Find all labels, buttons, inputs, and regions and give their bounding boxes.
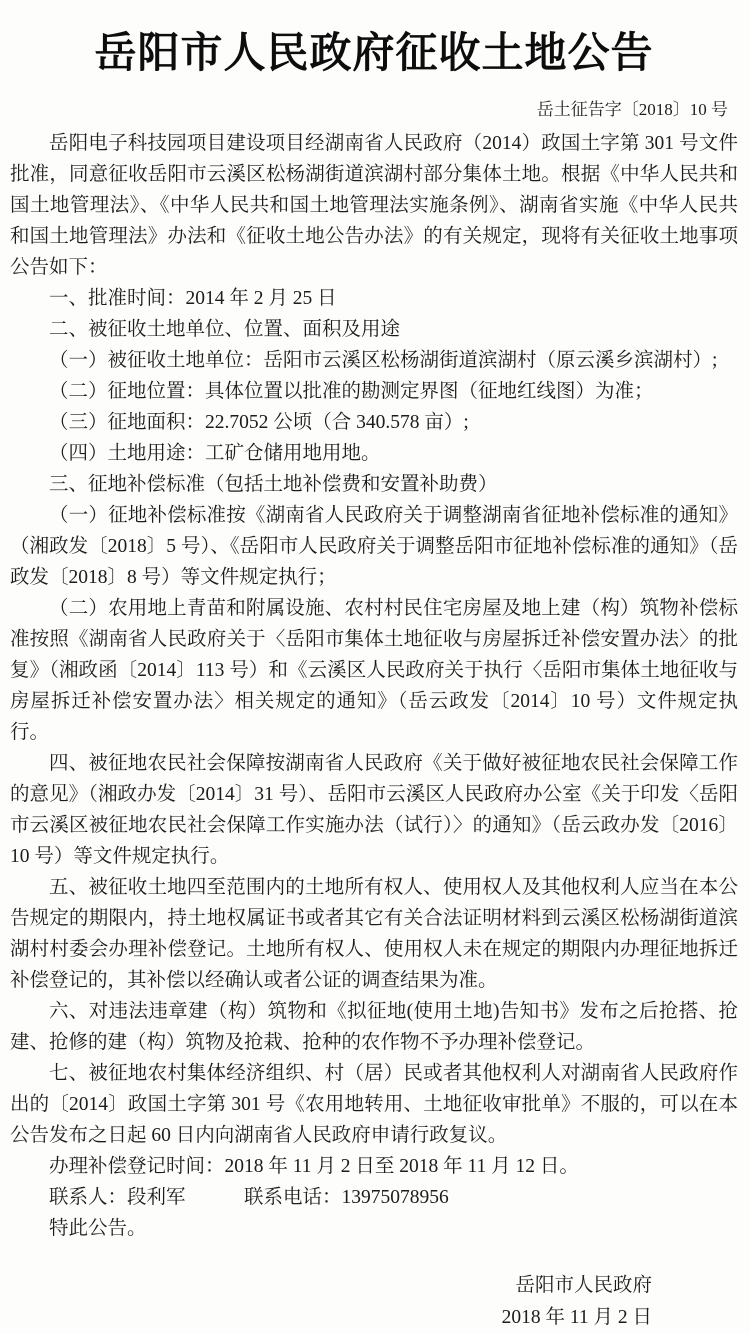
registration-period: 办理补偿登记时间：2018 年 11 月 2 日至 2018 年 11 月 12 日。 [49,1155,579,1177]
item-land-use: （四）土地用途：工矿仓储用地用地。 [49,442,381,464]
item-compensation-buildings: （二）农用地上青苗和附属设施、农村村民住宅房屋及地上建（构）筑物补偿标准按照《湖南省人民政府关于〈岳阳市集体土地征收与房屋拆迁补偿安置办法〉的批复》（湘政函〔2014〕113 号）和《云溪区人民政府关于执行〈岳阳市集体土地征收与房屋拆迁补偿安置办法〉相关规定的通知》（岳云政发〔2014〕10 号）文件规定执行。 [10,597,738,743]
item-social-security: 四、被征地农民社会保障按湖南省人民政府《关于做好被征地农民社会保障工作的意见》（湘政办发〔2014〕31 号）、岳阳市云溪区人民政府办公室《关于印发〈岳阳市云溪区被征地农民社会保障工作实施办法（试行）〉的通知》（岳云政办发〔2016〕10 号）等文件规定执行。 [10,752,738,867]
page-title: 岳阳市人民政府征收土地公告 [94,31,654,77]
signature-block [10,1270,738,1334]
item-approval-time: 一、批准时间：2014 年 2 月 25 日 [49,287,337,309]
contact-info: 联系人：段利军 联系电话：13975078956 [49,1186,449,1208]
signature-org: 岳阳市人民政府 [515,1274,652,1296]
item-land-unit: （一）被征收土地单位：岳阳市云溪区松杨湖街道滨湖村（原云溪乡滨湖村）; [49,349,718,371]
document-number: 岳土征告字〔2018〕10 号 [536,99,728,119]
closing-statement: 特此公告。 [49,1217,147,1239]
item-land-info-heading: 二、被征收土地单位、位置、面积及用途 [49,318,401,340]
item-illegal-structures: 六、对违法违章建（构）筑物和《拟征地(使用土地)告知书》发布之后抢搭、抢建、抢修的建（构）筑物及抢栽、抢种的农作物不予办理补偿登记。 [10,1000,738,1053]
item-compensation-standard: （一）征地补偿标准按《湖南省人民政府关于调整湖南省征地补偿标准的通知》（湘政发〔2018〕5 号）、《岳阳市人民政府关于调整岳阳市征地补偿标准的通知》（岳政发〔2018〕8 号）等文件规定执行； [10,504,738,588]
document-body [10,128,738,1244]
paragraph-intro: 岳阳电子科技园项目建设项目经湖南省人民政府（2014）政国土字第 301 号文件批准，同意征收岳阳市云溪区松杨湖街道滨湖村部分集体土地。根据《中华人民共和国土地管理法》、《中华人民共和国土地管理法实施条例》、湖南省实施《中华人民共和国土地管理法》办法和《征收土地公告办法》的有关规定，现将有关征收土地事项公告如下： [10,132,738,278]
item-administrative-review: 七、被征地农村集体经济组织、村（居）民或者其他权利人对湖南省人民政府作出的〔2014〕政国土字第 301 号《农用地转用、土地征收审批单》不服的，可以在本公告发布之日起 60 日内向湖南省人民政府申请行政复议。 [10,1062,738,1146]
item-land-area: （三）征地面积：22.7052 公顷（合 340.578 亩）; [49,411,469,433]
item-registration-rules: 五、被征收土地四至范围内的土地所有权人、使用权人及其他权利人应当在本公告规定的期限内，持土地权属证书或者其它有关合法证明材料到云溪区松杨湖街道滨湖村村委会办理补偿登记。土地所有权人、使用权人未在规定的期限内办理征地拆迁补偿登记的，其补偿以经确认或者公证的调查结果为准。 [10,876,738,991]
signature-date: 2018 年 11 月 2 日 [501,1306,652,1328]
item-compensation-heading: 三、征地补偿标准（包括土地补偿费和安置补助费） [49,473,498,495]
item-land-location: （二）征地位置：具体位置以批准的勘测定界图（征地红线图）为准； [49,380,654,402]
